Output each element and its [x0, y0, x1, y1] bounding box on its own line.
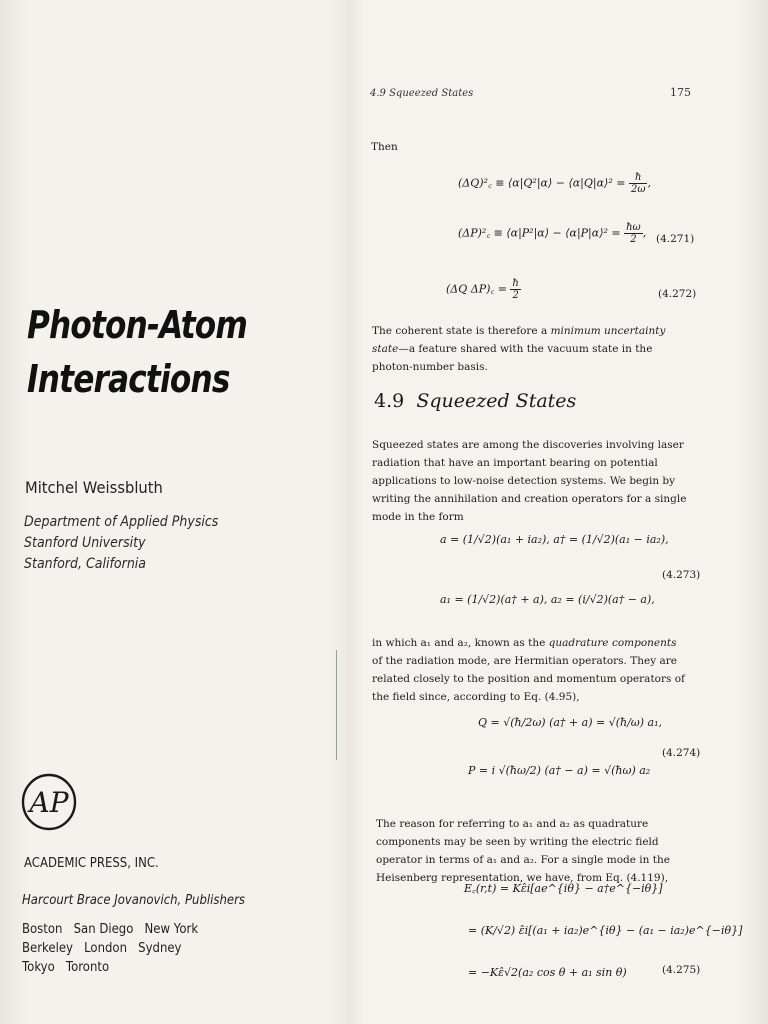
- equation-p: P = i √(ħω/2) (a† − a) = √(ħω) a₂: [468, 764, 651, 777]
- author-name: Mitchel Weissbluth: [25, 478, 163, 497]
- equation-4-272: [446, 278, 521, 301]
- eq-dp-fraction: [624, 222, 643, 245]
- equation-q: Q = √(ħ/2ω) (a† + a) = √(ħ/ω) a₁,: [478, 716, 663, 729]
- book-title-line-1: Photon-Atom: [27, 303, 248, 347]
- equation-e-field-2: = (K/√2) ε̂i[(a₁ + ia₂)e^{iθ} − (a₁ − ia₂)e^{−iθ}]: [468, 924, 743, 937]
- equation-e-field-3: = −Kε̂√2(a₂ cos θ + a₁ sin θ): [468, 966, 627, 979]
- fraction-denominator: 2ω: [630, 184, 646, 195]
- running-head: 4.9 Squeezed States: [370, 88, 474, 99]
- academic-press-logo: [19, 772, 79, 832]
- affiliation-line: Department of Applied Physics: [24, 514, 219, 530]
- quadrature-emphasis: quadrature components: [548, 637, 677, 649]
- equation-a1-a2: a₁ = (1/√2)(a† + a), a₂ = (i/√2)(a† − a),: [440, 593, 655, 606]
- logo-letters: AP: [29, 786, 69, 819]
- section-heading: [374, 390, 576, 412]
- equation-number-4-274: (4.274): [662, 747, 701, 759]
- affiliation-line: Stanford University: [24, 535, 146, 551]
- cities-line: Berkeley London Sydney: [22, 941, 182, 956]
- eq-272-fraction: [510, 278, 520, 301]
- fraction-numerator: ħω: [626, 222, 641, 233]
- equation-number-4-271: (4.271): [656, 233, 695, 245]
- coherent-text-b: —a feature shared with the vacuum state in the photon-number basis.: [372, 343, 653, 373]
- fraction-numerator: ħ: [512, 278, 519, 289]
- equation-number-4-272: (4.272): [658, 288, 697, 300]
- equation-delta-q: (ΔQ)²꜀ ≡ ⟨α|Q²|α⟩ − ⟨α|Q|α⟩² = $\frac{ħ}{2\omega}$ ,: [458, 172, 651, 195]
- affiliation-line: Stanford, California: [24, 556, 147, 572]
- paragraph-reason: The reason for referring to a₁ and a₂ as quadrature components may be seen by writing the electric field operator in terms of a₁ and a₂. For a single mode in the Heisenberg representation, we have, from Eq. (4.119),: [376, 818, 670, 884]
- author-affiliation: [24, 512, 218, 575]
- fraction-denominator: 2: [630, 234, 637, 245]
- cities-line: Tokyo Toronto: [22, 960, 110, 975]
- page-gutter-line: [336, 650, 337, 760]
- paragraph-squeezed-intro: Squeezed states are among the discoveries involving laser radiation that have an important bearing on potential applications to low-noise detection systems. We begin by writing the annihilation and creation operators for a single mode in the form: [372, 439, 687, 523]
- eq-dq-body: (ΔQ)²꜀ ≡ ⟨α|Q²|α⟩ − ⟨α|Q|α⟩² =: [458, 176, 626, 190]
- publisher-name: ACADEMIC PRESS, INC.: [24, 856, 159, 871]
- then-text: Then: [371, 141, 398, 153]
- equation-a-definition: a = (1/√2)(a₁ + ia₂), a† = (1/√2)(a₁ − ia₂),: [440, 533, 669, 546]
- coherent-text-a: The coherent state is therefore a: [372, 325, 548, 337]
- fraction-numerator: ħ: [629, 172, 648, 184]
- fraction-denominator: 2: [512, 290, 519, 301]
- book-title-line-2: Interactions: [27, 357, 230, 401]
- publisher-parent: Harcourt Brace Jovanovich, Publishers: [22, 893, 246, 908]
- book-title: [27, 298, 273, 406]
- equation-e-field-1: E꜀(r,t) = Kε̂i[ae^{iθ} − a†e^{−iθ}]: [464, 882, 663, 895]
- eq-dq-fraction: [629, 172, 648, 195]
- section-name: Squeezed States: [416, 390, 577, 412]
- eq-272-body: (ΔQ ΔP)꜀ =: [446, 282, 507, 296]
- paragraph-coherent-state: [372, 322, 690, 376]
- publisher-cities: [22, 920, 198, 977]
- page-number: 175: [670, 86, 691, 99]
- section-number: 4.9: [374, 390, 405, 412]
- equation-delta-p: (ΔP)²꜀ ≡ ⟨α|P²|α⟩ − ⟨α|P|α⟩² = $\frac{ħ\omega}{2}$ ,: [458, 222, 647, 245]
- paragraph-quadrature: [372, 634, 690, 706]
- quadrature-text-b: of the radiation mode, are Hermitian operators. They are related closely to the position and momentum operators of the field since, according to Eq. (4.95),: [372, 655, 685, 703]
- coherent-emphasis: minimum uncertainty state: [372, 325, 666, 355]
- quadrature-text-a: in which a₁ and a₂, known as the: [372, 637, 546, 649]
- cities-line: Boston San Diego New York: [22, 922, 199, 937]
- equation-number-4-273: (4.273): [662, 569, 701, 581]
- equation-number-4-275: (4.275): [662, 964, 701, 976]
- eq-dp-body: (ΔP)²꜀ ≡ ⟨α|P²|α⟩ − ⟨α|P|α⟩² =: [458, 226, 621, 240]
